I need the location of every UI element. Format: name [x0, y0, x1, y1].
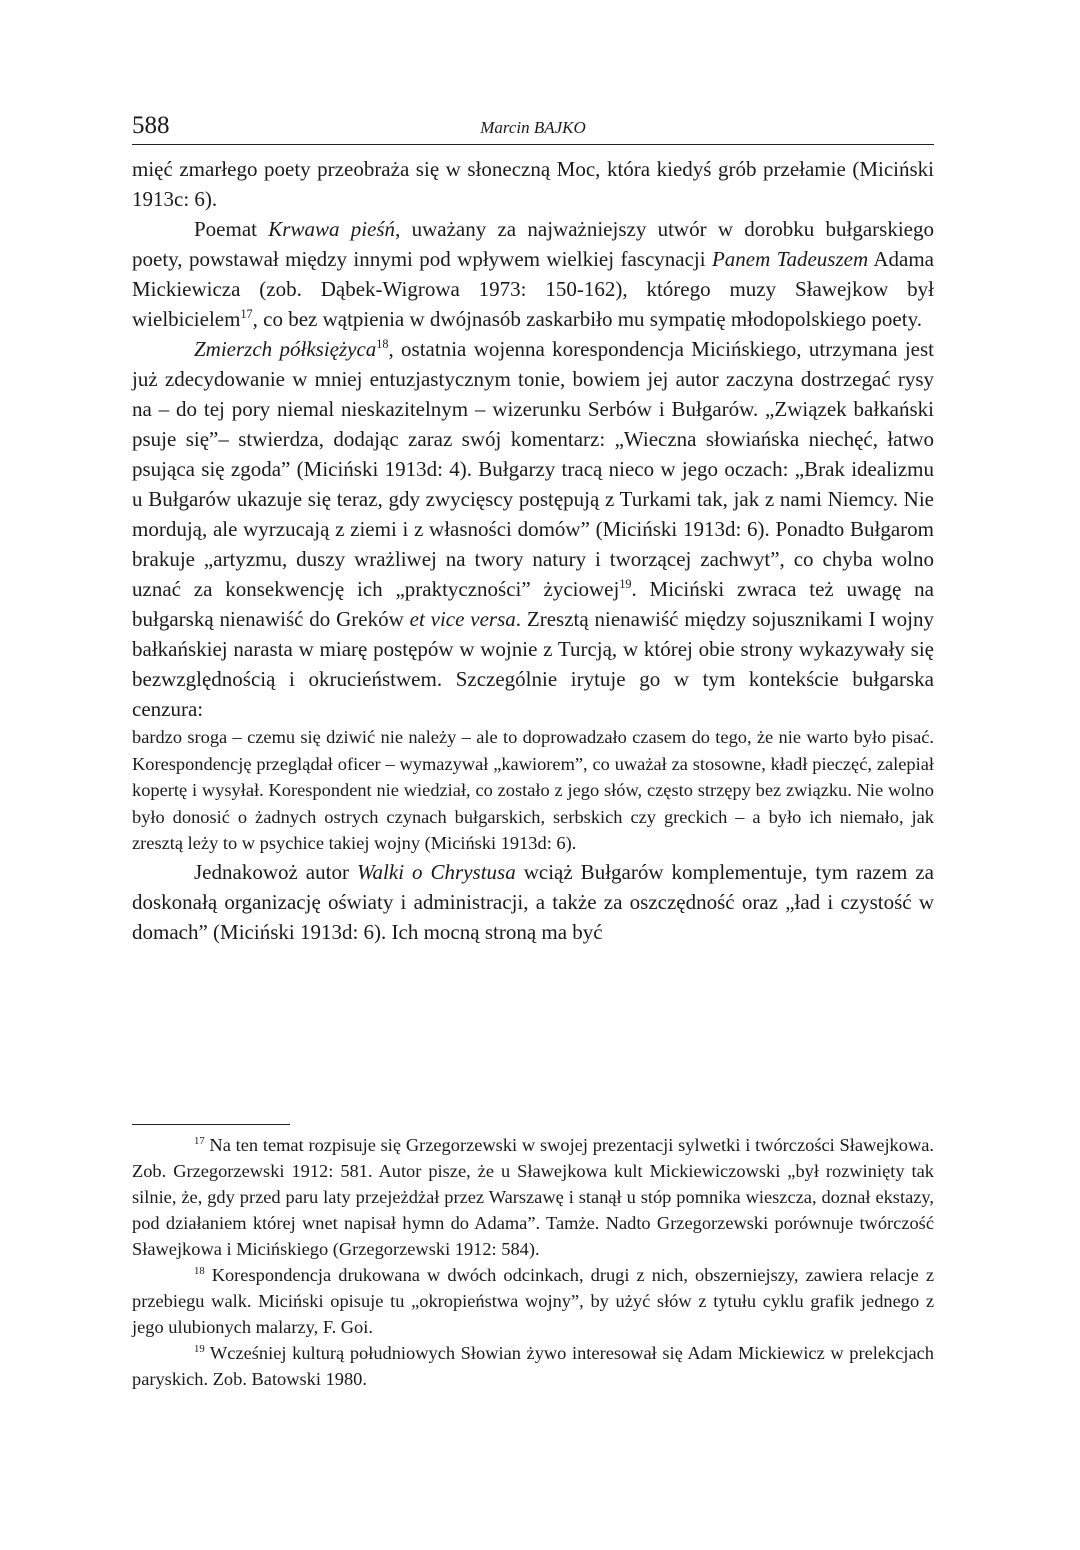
- footnote-18: [132, 1262, 934, 1340]
- footnote-number: 18: [194, 1264, 205, 1277]
- italic-title: Walki o Chrystusa: [356, 859, 516, 884]
- footnote-text: Korespondencja drukowana w dwóch odcinkach, drugi z nich, obszerniejszy, zawiera relacje z przebiegu walk. Miciński opisuje tu „okropieństwa wojny”, by użyć słów z tytułu cyklu grafik jednego z jego ulubionych malarzy, F. Goi.: [132, 1265, 934, 1337]
- footnote-ref-17: 17: [240, 307, 253, 321]
- text-run: , uważany za najważniejszy utwór w dorobku bułgarskiego poety, powstawał między innymi pod wpływem wielkiej fascynacji: [132, 217, 935, 271]
- block-quote: bardzo sroga – czemu się dziwić nie należy – ale to doprowadzało czasem do tego, że nie warto było pisać. Korespondencję przeglądał oficer – wymazywał „kawiorem”, co uważał za stosowne, kładł pieczęć, zalepiał kopertę i wysyłał. Korespondent nie wiedział, co zostało z jego słów, często strzępy bez związku. Nie wolno było donosić o żadnych ostrych czynach bułgarskich, serbskich czy greckich – a było ich niemało, jak zresztą leży to w psychice takiej wojny (Miciński 1913d: 6).: [132, 727, 934, 853]
- page-number: 588: [132, 112, 170, 139]
- text-run: . Zresztą nienawiść między sojusznikami I wojny bałkańskiej narasta w miarę postępów w wojnie z Turcją, w której obie strony wykazywały się bezwzględnością i okrucieństwem. Szczególnie irytuje go w tym kontekście bułgarska cenzura:: [132, 607, 934, 721]
- footnote-text: Na ten temat rozpisuje się Grzegorzewski w swojej prezentacji sylwetki i twórczości Sławejkowa. Zob. Grzegorzewski 1912: 581. Autor pisze, że u Sławejkowa kult Mickiewiczowski „był rozwinięty tak silnie, że, gdy przed paru laty przejeżdżał przez Warszawę i stanął u stóp pomnika wieszcza, doznał ekstazy, pod działaniem której wnet napisał hymn do Adama”. Tamże. Nadto Grzegorzewski porównuje twórczość Sławejkowa i Micińskiego (Grzegorzewski 1912: 584).: [132, 1135, 934, 1259]
- footnote-19: [132, 1340, 934, 1392]
- page-header: [132, 110, 934, 145]
- main-text: [132, 154, 934, 947]
- text-run: wciąż Bułgarów komplementuje, tym razem za doskonałą organizację oświaty i administracji, a także za oszczędność oraz „ład i czystość w domach” (Miciński 1913d: 6). Ich mocną stroną ma być: [132, 859, 935, 944]
- italic-title: Zmierzch półksiężyca: [194, 337, 377, 361]
- text-run: , co bez wątpienia w dwójnasób zaskarbiło mu sympatię młodopolskiego poety.: [252, 307, 922, 331]
- text-run: Adama Mickiewicza (zob. Dąbek-Wigrowa 1973: 150-162), którego muzy Sławejkow był wielbicielem: [132, 247, 934, 331]
- page: [132, 110, 934, 947]
- footnotes: [132, 1132, 934, 1392]
- footnote-number: 19: [194, 1342, 205, 1355]
- footnote-text: Wcześniej kulturą południowych Słowian żywo interesował się Adam Mickiewicz w prelekcjach paryskich. Zob. Batowski 1980.: [132, 1343, 934, 1389]
- italic-title: Panem Tadeuszem: [711, 247, 869, 271]
- paragraph-zmierzch: [132, 334, 934, 724]
- paragraph-krwawa-piesn: [132, 214, 934, 334]
- running-title: Marcin BAJKO: [480, 118, 586, 137]
- footnote-ref-18: 18: [376, 337, 389, 351]
- footnote-ref-19: 19: [619, 577, 632, 591]
- italic-title: Krwawa pieśń: [268, 217, 396, 241]
- text-run: , ostatnia wojenna korespondencja Micińskiego, utrzymana jest już zdecydowanie w mniej entuzjastycznym tonie, bowiem jej autor zaczyna dostrzegać rysy na – do tej pory niemal nieskazitelnym – wizerunku Serbów i Bułgarów. „Związek bałkański psuje się”– stwierdza, dodając zaraz swój komentarz: „Wieczna słowiańska niechęć, łatwo psująca się zgoda” (Miciński 1913d: 4). Bułgarzy tracą nieco w jego oczach: „Brak idealizmu u Bułgarów ukazuje się teraz, gdy zwycięscy postępują z Turkami tak, jak z nami Niemcy. Nie mordują, ale wyrzucają z ziemi i z własności domów” (Miciński 1913d: 6). Ponadto Bułgarom brakuje „artyzmu, duszy wrażliwej na twory natury i tworzącej zachwyt”, co chyba wolno uznać za konsekwencję ich „praktyczności” życiowej: [132, 337, 934, 601]
- footnote-number: 17: [194, 1134, 205, 1147]
- footnote-17: [132, 1132, 934, 1262]
- text-run: Jednakowoż autor: [194, 859, 357, 884]
- text-run: Poemat: [194, 217, 269, 241]
- text-run: . Miciński zwraca też uwagę na bułgarską nienawiść do Greków: [132, 577, 934, 631]
- paragraph-continuation: mięć zmarłego poety przeobraża się w słoneczną Moc, która kiedyś grób przełamie (Miciński 1913c: 6).: [132, 157, 934, 211]
- footnote-separator: [132, 1124, 290, 1125]
- paragraph-walki: [132, 857, 934, 947]
- italic-phrase: et vice versa: [409, 607, 516, 631]
